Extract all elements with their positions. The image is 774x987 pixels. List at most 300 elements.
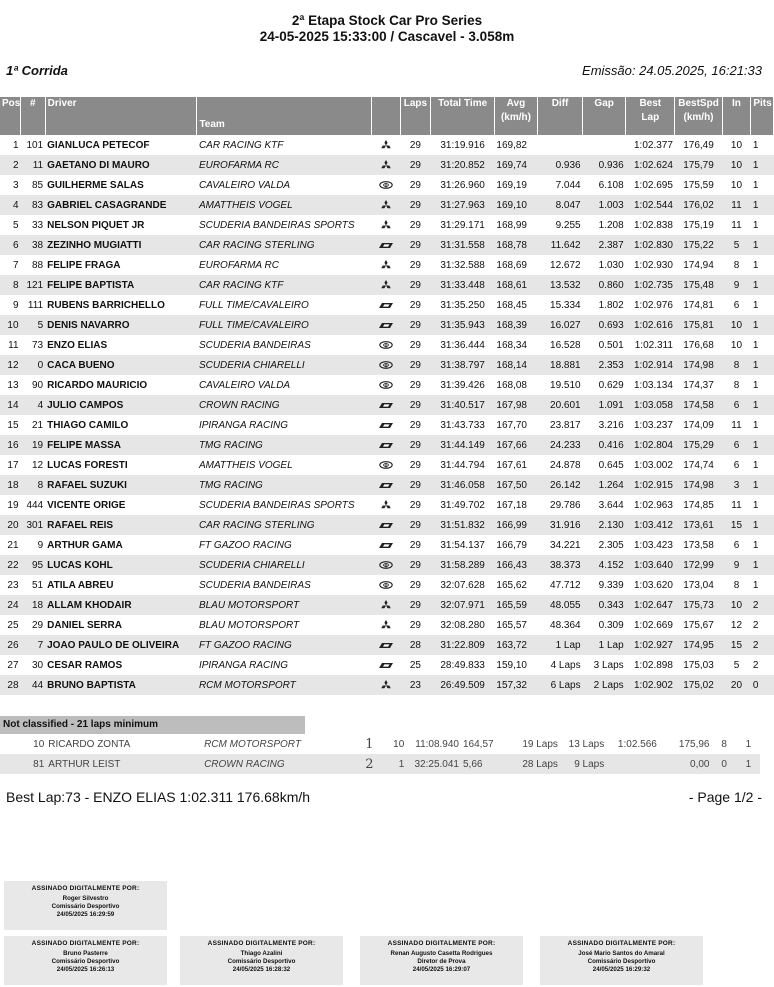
results-row (0, 355, 774, 375)
signature-date: 24/05/2025 16:29:07 (412, 966, 471, 973)
chevrolet-logo-icon (373, 442, 398, 449)
gap-cell: 9.339 (598, 579, 624, 591)
total-time-cell: 31:58.289 (431, 555, 495, 575)
results-row (0, 455, 774, 475)
driver-cell: JOAO PAULO DE OLIVEIRA (45, 635, 197, 655)
best-speed-cell: 175,29 (675, 435, 722, 455)
car-number-cell: 4 (21, 395, 46, 415)
best-speed-cell: 174,81 (683, 299, 714, 311)
signature-role: Diretor de Prova (417, 958, 466, 965)
digital-signature-box (4, 881, 167, 930)
not-classified-title: Not classified - 21 laps minimum (0, 716, 305, 734)
laps-cell: 1 (381, 754, 406, 774)
avg-speed-cell: 167,70 (496, 419, 527, 431)
in-cell: 8 (733, 379, 740, 391)
car-number-cell: 301 (21, 515, 46, 535)
laps-cell: 29 (400, 315, 431, 335)
signature-title: ASSINADO DIGITALMENTE POR: (31, 940, 140, 947)
diff-cell: 16.027 (537, 315, 582, 335)
in-cell: 9 (722, 275, 751, 295)
pits-cell: 2 (751, 595, 774, 615)
pits-cell: 1 (752, 379, 759, 391)
driver-cell: THIAGO CAMILO (47, 419, 129, 431)
laps-cell: 29 (400, 275, 431, 295)
best-lap-cell: 1:03.134 (633, 379, 673, 391)
car-number-cell: 121 (21, 275, 46, 295)
in-cell: 20 (722, 675, 751, 695)
car-number-cell: 21 (32, 419, 44, 431)
best-lap-cell: 1:03.423 (633, 539, 673, 551)
driver-cell: GIANLUCA PETECOF (47, 139, 150, 151)
car-number-cell: 44 (21, 675, 46, 695)
best-speed-cell: 175,03 (683, 659, 714, 671)
mitsubishi-logo-icon (373, 500, 398, 511)
brand-cell (371, 255, 400, 275)
results-row (0, 475, 774, 495)
car-number-cell: 51 (32, 579, 44, 591)
in-cell: 11 (731, 499, 742, 511)
in-cell: 9 (722, 555, 751, 575)
mitsubishi-logo-icon (373, 140, 398, 151)
diff-cell: 47.712 (550, 579, 581, 591)
driver-cell: LUCAS FORESTI (47, 459, 128, 471)
in-cell: 11 (731, 419, 742, 431)
results-row (0, 535, 774, 555)
best-lap-cell: 1:02.695 (633, 179, 673, 191)
car-number-cell: 95 (21, 555, 46, 575)
diff-cell: 19 Laps (522, 738, 558, 750)
mitsubishi-logo-icon (373, 680, 398, 691)
best-lap-cell: 1:02.377 (633, 139, 673, 151)
car-number-cell: 29 (32, 619, 44, 631)
avg-speed-cell: 168,61 (494, 275, 537, 295)
pits-cell: 1 (751, 195, 774, 215)
chevrolet-logo-icon (373, 542, 398, 549)
results-row (0, 615, 774, 635)
avg-speed-cell: 169,74 (494, 155, 537, 175)
best-lap-cell: 1:02.914 (626, 355, 675, 375)
diff-cell: 28 Laps (509, 754, 560, 774)
position-cell: 13 (7, 379, 19, 391)
col-bestspd-unit: (km/h) (683, 112, 714, 123)
car-number-cell: 101 (26, 139, 44, 151)
chevrolet-logo-icon (373, 482, 398, 489)
car-number-cell: 0 (21, 355, 46, 375)
in-cell: 5 (733, 659, 740, 671)
laps-cell: 29 (409, 339, 421, 351)
signature-name: Bruno Pasterre (63, 950, 108, 957)
laps-cell: 29 (400, 555, 431, 575)
laps-cell: 29 (400, 355, 431, 375)
laps-cell: 29 (409, 139, 421, 151)
driver-cell: FELIPE FRAGA (47, 259, 121, 271)
best-speed-cell: 174,09 (683, 419, 714, 431)
team-cell: EUROFARMA RC (198, 259, 279, 271)
diff-cell: 12.672 (550, 259, 581, 271)
team-cell: SCUDERIA BANDEIRAS (198, 339, 311, 351)
pits-cell: 1 (745, 738, 752, 750)
col-pos: Pos (0, 97, 21, 135)
results-row (0, 275, 774, 295)
best-lap-cell: 1:02.624 (626, 155, 675, 175)
avg-speed-cell: 168,69 (496, 259, 527, 271)
laps-cell: 29 (409, 179, 421, 191)
emission-date: Emissão: 24.05.2025, 16:21:33 (582, 63, 762, 78)
pits-cell: 1 (751, 475, 774, 495)
not-classified-table (0, 734, 760, 774)
driver-cell: GABRIEL CASAGRANDE (45, 195, 197, 215)
diff-cell: 24.233 (537, 435, 582, 455)
gap-cell: 1.264 (583, 475, 626, 495)
avg-speed-cell: 168,78 (494, 235, 537, 255)
driver-cell: DENIS NAVARRO (45, 315, 197, 335)
best-speed-cell: 175,19 (683, 219, 714, 231)
car-number-cell: 85 (32, 179, 44, 191)
signature-name: José Mario Santos do Amaral (578, 950, 665, 957)
pits-cell: 1 (752, 499, 759, 511)
signature-date: 24/05/2025 16:28:32 (232, 966, 291, 973)
toyota-logo-icon (373, 461, 398, 469)
brand-cell (371, 475, 400, 495)
results-row (0, 175, 774, 195)
position-cell: 16 (0, 435, 21, 455)
gap-cell: 3.644 (598, 499, 624, 511)
team-cell: FULL TIME/CAVALEIRO (198, 299, 309, 311)
team-cell: BLAU MOTORSPORT (198, 619, 300, 631)
brand-cell (371, 315, 400, 335)
driver-cell: JULIO CAMPOS (45, 395, 197, 415)
mitsubishi-logo-icon (373, 200, 398, 211)
best-speed-cell: 175,73 (675, 595, 722, 615)
in-cell: 6 (733, 539, 740, 551)
avg-speed-cell: 167,50 (494, 475, 537, 495)
diff-cell (537, 135, 582, 155)
best-lap-cell: 1:02.898 (633, 659, 673, 671)
diff-cell: 6 Laps (537, 675, 582, 695)
col-brand (371, 97, 400, 135)
gap-cell: 0.645 (598, 459, 624, 471)
gap-cell: 4.152 (583, 555, 626, 575)
total-time-cell: 31:36.444 (440, 339, 485, 351)
laps-cell: 29 (409, 579, 421, 591)
pits-cell: 1 (752, 419, 759, 431)
diff-cell: 48.055 (537, 595, 582, 615)
results-row (0, 395, 774, 415)
col-pits: Pits (751, 97, 774, 135)
total-time-cell: 31:20.852 (431, 155, 495, 175)
laps-cell: 25 (409, 659, 421, 671)
in-cell: 10 (730, 179, 743, 191)
document-subtitle: 24-05-2025 15:33:00 / Cascavel - 3.058m (259, 29, 515, 44)
best-lap-cell: 1:02.976 (633, 299, 673, 311)
signature-role: Comissário Desportivo (587, 958, 656, 965)
chevrolet-logo-icon (373, 522, 398, 529)
signature-date: 24/05/2025 16:29:32 (592, 966, 651, 973)
signature-role: Comissário Desportivo (51, 903, 120, 910)
in-cell: 8 (721, 738, 727, 750)
total-time-cell: 31:35.943 (431, 315, 495, 335)
results-row (0, 555, 774, 575)
position-cell: 28 (0, 675, 21, 695)
car-number-cell: 33 (32, 219, 44, 231)
avg-speed-cell: 166,99 (494, 515, 537, 535)
driver-cell: ATILA ABREU (47, 579, 114, 591)
best-lap-cell: 1:03.620 (633, 579, 673, 591)
mitsubishi-logo-icon (373, 600, 398, 611)
avg-speed-cell: 168,45 (496, 299, 527, 311)
gap-cell: 0.693 (583, 315, 626, 335)
results-row (0, 495, 774, 515)
position-cell: 25 (7, 619, 19, 631)
laps-cell: 29 (400, 195, 431, 215)
team-cell: BLAU MOTORSPORT (197, 595, 371, 615)
team-cell: TMG RACING (197, 475, 371, 495)
gap-cell: 0.416 (583, 435, 626, 455)
best-speed-cell: 175,59 (683, 179, 714, 191)
col-total-time: Total Time (431, 97, 495, 135)
col-number: # (21, 97, 46, 135)
diff-cell: 24.878 (550, 459, 581, 471)
driver-cell: GAETANO DI MAURO (45, 155, 197, 175)
driver-cell: CESAR RAMOS (47, 659, 123, 671)
total-time-cell: 32:07.628 (440, 579, 485, 591)
laps-cell: 23 (400, 675, 431, 695)
pits-cell: 1 (751, 235, 774, 255)
total-time-cell: 31:29.171 (440, 219, 485, 231)
best-lap-cell: 1:02.927 (626, 635, 675, 655)
car-number-cell: 10 (33, 738, 45, 750)
results-row (0, 135, 774, 155)
team-cell: RCM MOTORSPORT (204, 738, 301, 750)
pits-cell: 1 (752, 579, 759, 591)
position-cell: 19 (7, 499, 19, 511)
gap-cell: 3.216 (598, 419, 624, 431)
blank-cell (0, 754, 21, 774)
avg-speed-cell: 169,19 (496, 179, 527, 191)
position-cell: 7 (12, 259, 19, 271)
col-avg (494, 97, 537, 135)
total-time-cell: 31:22.809 (431, 635, 495, 655)
diff-cell: 31.916 (537, 515, 582, 535)
position-cell: 11 (8, 339, 19, 351)
best-speed-cell: 172,99 (675, 555, 722, 575)
not-classified-row (0, 754, 760, 774)
position-cell: 10 (0, 315, 21, 335)
team-cell: SCUDERIA BANDEIRAS SPORTS (198, 499, 355, 511)
diff-cell: 16.528 (550, 339, 581, 351)
in-cell: 8 (733, 259, 740, 271)
car-number-cell: 9 (37, 539, 44, 551)
avg-speed-cell: 165,57 (496, 619, 527, 631)
in-cell: 5 (722, 235, 751, 255)
brand-cell (371, 155, 400, 175)
results-row (0, 675, 774, 695)
best-lap-cell (606, 754, 659, 774)
avg-speed-cell: 168,39 (494, 315, 537, 335)
pits-cell: 1 (751, 515, 774, 535)
driver-cell: FELIPE MASSA (45, 435, 197, 455)
best-speed-cell: 175,02 (675, 675, 722, 695)
driver-cell: RICARDO ZONTA (48, 738, 131, 750)
team-cell: FULL TIME/CAVALEIRO (197, 315, 371, 335)
signature-title: ASSINADO DIGITALMENTE POR: (31, 885, 140, 892)
gap-cell: 2.305 (598, 539, 624, 551)
diff-cell: 9.255 (555, 219, 581, 231)
in-cell: 12 (730, 619, 743, 631)
gap-cell: 2.387 (583, 235, 626, 255)
position-cell: 21 (7, 539, 19, 551)
total-time-cell: 31:44.794 (440, 459, 485, 471)
position-cell: 20 (0, 515, 21, 535)
gap-cell: 9 Laps (560, 754, 606, 774)
total-time-cell: 31:44.149 (431, 435, 495, 455)
best-speed-cell: 175,22 (675, 235, 722, 255)
gap-cell: 0.501 (598, 339, 624, 351)
results-row (0, 195, 774, 215)
in-cell: 11 (722, 195, 751, 215)
in-cell: 8 (733, 579, 740, 591)
driver-cell: FELIPE BAPTISTA (45, 275, 197, 295)
diff-cell: 1 Lap (537, 635, 582, 655)
page-number: - Page 1/2 - (688, 789, 762, 805)
best-lap-cell: 1:02.647 (626, 595, 675, 615)
best-lap-cell: 1:02.830 (626, 235, 675, 255)
team-cell: IPIRANGA RACING (198, 419, 289, 431)
col-avg-unit: (km/h) (500, 112, 531, 123)
pits-cell: 1 (751, 355, 774, 375)
best-speed-cell: 0,00 (659, 754, 712, 774)
total-time-cell: 31:40.517 (431, 395, 495, 415)
digital-signature-box (180, 936, 343, 985)
position-cell: 8 (0, 275, 21, 295)
brand-cell (371, 335, 400, 355)
col-driver: Driver (45, 97, 197, 135)
best-speed-cell: 174,74 (683, 459, 714, 471)
gap-cell: 0.936 (583, 155, 626, 175)
pits-cell: 1 (752, 459, 759, 471)
position-cell: 17 (7, 459, 19, 471)
document-title: 2ª Etapa Stock Car Pro Series (291, 13, 483, 28)
pits-cell: 2 (752, 659, 759, 671)
avg-speed-cell: 168,99 (496, 219, 527, 231)
laps-cell: 10 (393, 738, 405, 750)
best-lap-cell: 1:02.566 (617, 738, 657, 750)
total-time-cell: 31:38.797 (431, 355, 495, 375)
best-speed-cell: 173,04 (683, 579, 714, 591)
in-cell: 10 (730, 339, 743, 351)
pits-cell: 0 (751, 675, 774, 695)
total-time-cell: 26:49.509 (431, 675, 495, 695)
in-cell: 10 (722, 315, 751, 335)
position-cell: 24 (0, 595, 21, 615)
driver-cell: NELSON PIQUET JR (47, 219, 145, 231)
mitsubishi-logo-icon (373, 620, 398, 631)
index-cell: 1 (365, 736, 374, 752)
avg-speed-cell: 167,18 (496, 499, 527, 511)
signature-title: ASSINADO DIGITALMENTE POR: (567, 940, 676, 947)
diff-cell: 4 Laps (550, 659, 581, 671)
best-speed-cell: 173,58 (683, 539, 714, 551)
digital-signature-box (360, 936, 523, 985)
car-number-cell: 111 (27, 299, 44, 311)
best-lap-cell: 1:02.915 (626, 475, 675, 495)
in-cell: 3 (722, 475, 751, 495)
results-row (0, 215, 774, 235)
best-speed-cell: 175,96 (678, 738, 710, 750)
gap-cell: 2.130 (583, 515, 626, 535)
position-cell: 3 (12, 179, 19, 191)
gap-cell: 1.003 (583, 195, 626, 215)
avg-speed-cell: 169,10 (494, 195, 537, 215)
results-row (0, 575, 774, 595)
digital-signature-box (4, 936, 167, 985)
total-time-cell: 32:07.971 (431, 595, 495, 615)
results-row (0, 335, 774, 355)
col-gap: Gap (583, 97, 626, 135)
pits-cell: 1 (751, 435, 774, 455)
best-speed-cell: 175,48 (675, 275, 722, 295)
best-lap-cell: 1:03.412 (626, 515, 675, 535)
avg-speed-cell: 169,82 (496, 139, 527, 151)
best-speed-cell: 176,49 (683, 139, 714, 151)
pits-cell: 1 (752, 179, 759, 191)
chevrolet-logo-icon (373, 322, 398, 329)
diff-cell: 8.047 (537, 195, 582, 215)
team-cell: SCUDERIA CHIARELLI (197, 555, 371, 575)
best-lap-cell: 1:02.838 (633, 219, 673, 231)
in-cell: 10 (730, 139, 743, 151)
driver-cell: ARTHUR GAMA (47, 539, 123, 551)
results-row (0, 315, 774, 335)
car-number-cell: 83 (21, 195, 46, 215)
chevrolet-logo-icon (373, 662, 398, 669)
team-cell: AMATTHEIS VOGEL (197, 195, 371, 215)
gap-cell: 0.343 (583, 595, 626, 615)
driver-cell: RUBENS BARRICHELLO (47, 299, 165, 311)
avg-speed-cell: 168,14 (494, 355, 537, 375)
diff-cell: 15.334 (550, 299, 581, 311)
car-number-cell: 5 (21, 315, 46, 335)
diff-cell: 23.817 (550, 419, 581, 431)
avg-speed-cell: 165,59 (494, 595, 537, 615)
signature-role: Comissário Desportivo (227, 958, 296, 965)
car-number-cell: 11 (21, 155, 46, 175)
signature-title: ASSINADO DIGITALMENTE POR: (387, 940, 496, 947)
team-cell: FT GAZOO RACING (198, 539, 292, 551)
diff-cell: 38.373 (537, 555, 582, 575)
laps-cell: 29 (409, 419, 421, 431)
gap-cell: 1.030 (598, 259, 624, 271)
position-cell: 18 (0, 475, 21, 495)
total-time-cell: 31:31.558 (431, 235, 495, 255)
results-header-row (0, 97, 774, 135)
car-number-cell: 90 (32, 379, 44, 391)
in-cell: 10 (722, 155, 751, 175)
team-cell: CAR RACING KTF (197, 275, 371, 295)
position-cell: 26 (0, 635, 21, 655)
position-cell: 22 (0, 555, 21, 575)
team-cell: CAR RACING KTF (198, 139, 284, 151)
total-time-cell: 31:43.733 (440, 419, 485, 431)
position-cell: 27 (7, 659, 19, 671)
car-number-cell: 8 (21, 475, 46, 495)
results-row (0, 655, 774, 675)
total-time-cell: 31:19.916 (440, 139, 485, 151)
in-cell: 11 (731, 219, 742, 231)
position-cell: 9 (12, 299, 19, 311)
team-cell: CROWN RACING (197, 395, 371, 415)
position-cell: 14 (0, 395, 21, 415)
